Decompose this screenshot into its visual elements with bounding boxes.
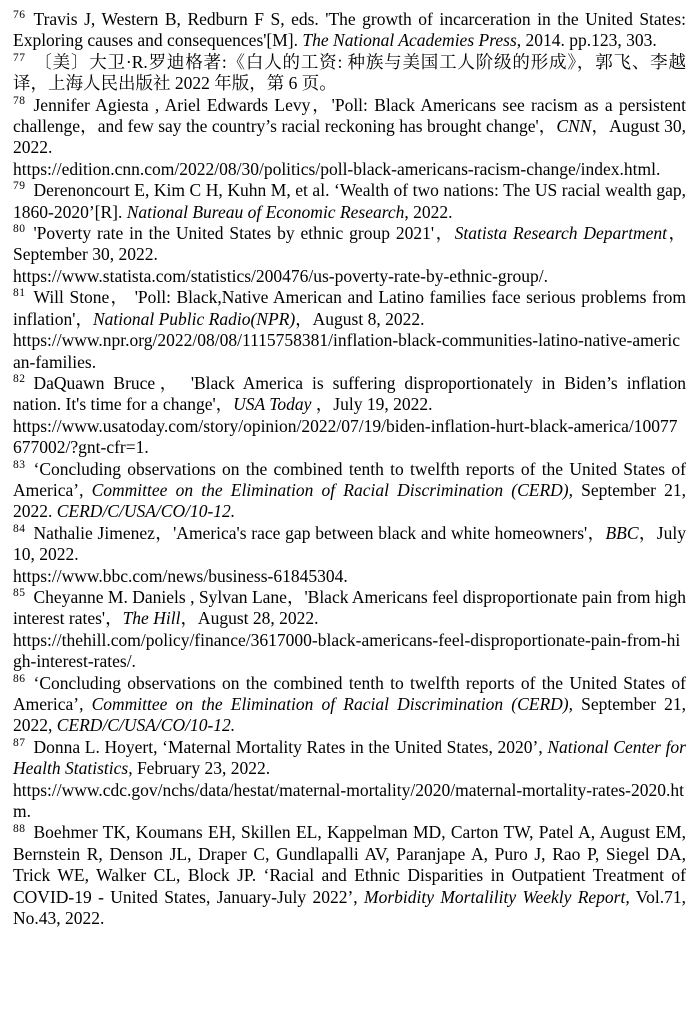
footnote-83: [13, 459, 686, 523]
footnote-number: 76: [13, 9, 26, 22]
source-name-text: Committee on the Elimination of Racial Discrimination (CERD),: [91, 479, 573, 500]
footnote-number: 81: [13, 287, 26, 300]
footnote-87: [13, 737, 686, 823]
source-name-text: CERD/C/USA/CO/10-12.: [56, 715, 236, 736]
footnote-number: 85: [13, 587, 26, 600]
footnote-85: [13, 587, 686, 673]
url-text: https://www.npr.org/2022/08/08/1115758381/inflation-black-communities-latino-native-american-families.: [13, 330, 680, 372]
reference-text: Will Stone， 'Poll: Black,Native American and Latino families face serious problems from inflation'，: [13, 287, 686, 329]
footnote-number: 80: [13, 223, 26, 236]
source-name-text: The National Academies Press: [302, 30, 517, 51]
footnote-number: 87: [13, 736, 26, 749]
url-text: https://edition.cnn.com/2022/08/30/politics/poll-black-americans-racism-change/index.html.: [13, 158, 661, 179]
reference-text: ，September 30, 2022.: [13, 223, 687, 265]
footnote-80: [13, 223, 686, 287]
footnote-86: [13, 673, 686, 737]
source-name-text: Committee on the Elimination of Racial Discrimination (CERD),: [91, 694, 573, 714]
url-text: https://www.statista.com/statistics/200476/us-poverty-rate-by-ethnic-group/.: [13, 265, 548, 286]
footnote-81: [13, 287, 686, 373]
reference-text: 'Poverty rate in the United States by ethnic group 2021'，: [33, 223, 455, 244]
footnotes-list: [13, 9, 686, 929]
source-name-text: BBC: [605, 522, 639, 543]
reference-text: Jennifer Agiesta , Ariel Edwards Levy，'Poll: Black Americans see racism as a persistent challenge，and few say the country’s racial reckoning has brought change'，: [13, 94, 686, 137]
reference-text: ‘Concluding observations on the combined tenth to twelfth reports of the United States of America’,: [13, 672, 686, 714]
reference-text: September 21, 2022.: [13, 479, 686, 522]
reference-text: September 21, 2022,: [13, 694, 686, 736]
source-name-text: National Public Radio(NPR): [92, 308, 296, 329]
footnote-number: 84: [13, 522, 26, 535]
url-text: https://www.usatoday.com/story/opinion/2022/07/19/biden-inflation-hurt-black-america/10077677002/?gnt-cfr=1.: [13, 415, 678, 458]
reference-text: Donna L. Hoyert, ‘Maternal Mortality Rates in the United States, 2020’,: [33, 736, 548, 757]
reference-text: , 2022.: [404, 201, 453, 222]
reference-text: DaQuawn Bruce， 'Black America is suffering disproportionately in Biden’s inflation nation. It's time for a change'，: [13, 372, 686, 415]
footnote-76: [13, 9, 686, 52]
footnote-number: 82: [13, 373, 26, 386]
reference-text: Boehmer TK, Koumans EH, Skillen EL, Kappelman MD, Carton TW, Patel A, August EM, Bernstein R, Denson JL, Draper C, Gundlapalli AV, Paranjape A, Puro J, Rao P, Siegel DA, Trick WE, Walker CL, Block JP. ‘Racial and Ethnic Disparities in Outpatient Treatment of COVID-19 - United States, January-July 2022’,: [13, 822, 686, 907]
reference-text: February 23, 2022.: [132, 758, 271, 779]
footnote-number: 88: [13, 822, 26, 835]
reference-text: Travis J, Western B, Redburn F S, eds. 'The growth of incarceration in the United States: Exploring causes and consequences'[M].: [13, 9, 686, 51]
reference-text: 〔美〕大卫·R.罗迪格著:《白人的工资: 种族与美国工人阶级的形成》，郭飞、李越译，上海人民出版社 2022 年版，第 6 页。: [13, 51, 686, 94]
reference-text: Vol.71, No.43, 2022.: [13, 886, 686, 929]
source-name-text: CNN: [556, 116, 592, 137]
footnote-82: [13, 373, 686, 459]
url-text: https://thehill.com/policy/finance/3617000-black-americans-feel-disproportionate-pain-from-high-interest-rates/.: [13, 629, 681, 672]
source-name-text: USA Today: [233, 394, 312, 415]
reference-text: ‘Concluding observations on the combined tenth to twelfth reports of the United States of America’,: [13, 458, 686, 500]
footnote-78: [13, 95, 686, 181]
source-name-text: National Center for Health Statistics,: [13, 736, 686, 779]
footnote-77: [13, 52, 686, 95]
footnote-79: [13, 180, 686, 223]
reference-text: ，July 19, 2022.: [311, 394, 433, 415]
url-text: https://www.bbc.com/news/business-61845304.: [13, 565, 348, 586]
footnote-number: 86: [13, 672, 26, 685]
reference-text: ，August 28, 2022.: [180, 608, 319, 629]
reference-text: Cheyanne M. Daniels , Sylvan Lane，'Black Americans feel disproportionate pain from high interest rates'，: [13, 586, 686, 629]
reference-text: ，July 10, 2022.: [13, 522, 686, 565]
footnote-number: 83: [13, 458, 26, 471]
source-name-text: CERD/C/USA/CO/10-12.: [56, 501, 236, 522]
reference-text: ，August 30, 2022.: [13, 116, 686, 158]
source-name-text: Morbidity Mortalility Weekly Report,: [364, 886, 630, 907]
source-name-text: National Bureau of Economic Research: [126, 201, 405, 222]
url-text: https://www.cdc.gov/nchs/data/hestat/maternal-mortality/2020/maternal-mortality-rates-2020.htm.: [13, 779, 684, 822]
reference-text: , 2014. pp.123, 303.: [516, 30, 657, 51]
source-name-text: Statista Research Department: [454, 223, 667, 244]
reference-text: Nathalie Jimenez，'America's race gap between black and white homeowners'，: [33, 522, 606, 543]
reference-text: ，August 8, 2022.: [295, 308, 425, 329]
footnote-number: 77: [13, 51, 26, 64]
footnote-number: 78: [13, 94, 26, 107]
footnote-88: [13, 822, 686, 929]
reference-text: Derenoncourt E, Kim C H, Kuhn M, et al. ‘Wealth of two nations: The US racial wealth gap, 1860-2020’[R].: [13, 180, 686, 222]
source-name-text: The Hill: [122, 608, 181, 629]
footnote-84: [13, 523, 686, 587]
footnote-number: 79: [13, 180, 26, 193]
